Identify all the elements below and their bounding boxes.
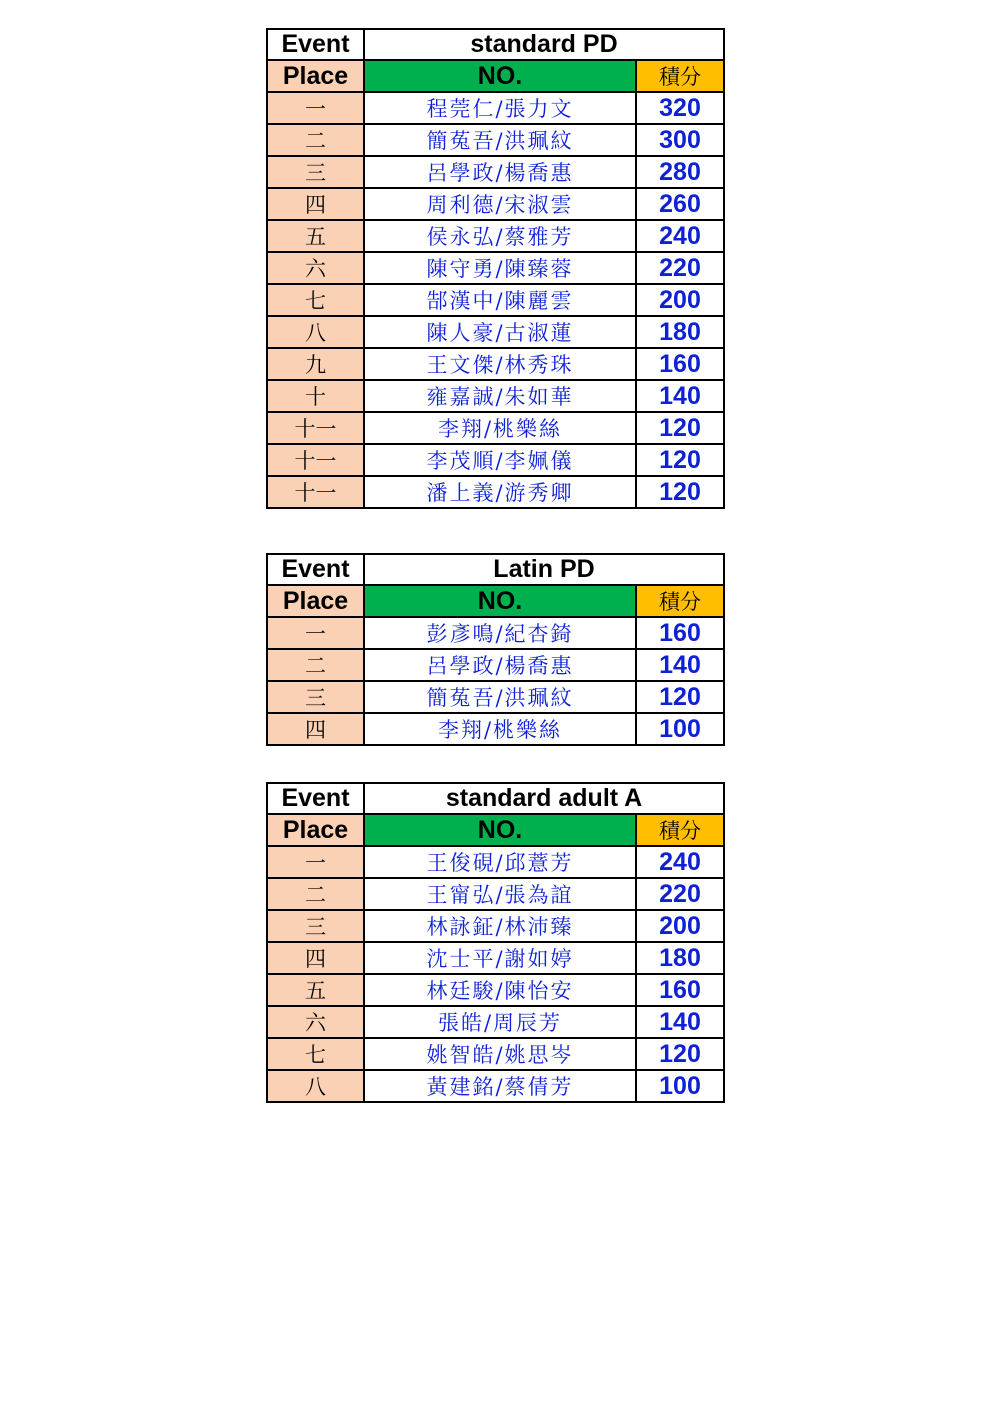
table-row [267, 878, 724, 910]
table-row [267, 380, 724, 412]
place-header: Place [267, 585, 364, 617]
couple-name-cell: 侯永弘/蔡雅芳 [364, 220, 636, 252]
table-row [267, 1006, 724, 1038]
table-row [267, 156, 724, 188]
event-title: standard adult A [364, 783, 724, 814]
points-cell: 120 [636, 412, 724, 444]
table-row [267, 92, 724, 124]
table-row [267, 476, 724, 508]
no-header: NO. [364, 585, 636, 617]
table-row [267, 649, 724, 681]
event-label: Event [267, 783, 364, 814]
place-header: Place [267, 814, 364, 846]
couple-name-cell: 李翔/桃樂絲 [364, 713, 636, 745]
table-row [267, 713, 724, 745]
table-row [267, 846, 724, 878]
place-cell: 四 [267, 713, 364, 745]
place-cell: 四 [267, 942, 364, 974]
couple-name-cell: 陳守勇/陳臻蓉 [364, 252, 636, 284]
couple-name-cell: 簡菟吾/洪珮紋 [364, 124, 636, 156]
couple-name-cell: 林廷駿/陳怡安 [364, 974, 636, 1006]
couple-name-cell: 簡菟吾/洪珮紋 [364, 681, 636, 713]
points-cell: 260 [636, 188, 724, 220]
points-header: 積分 [636, 585, 724, 617]
ranking-table-standard-pd [266, 28, 725, 509]
place-cell: 二 [267, 878, 364, 910]
couple-name-cell: 張皓/周辰芳 [364, 1006, 636, 1038]
points-cell: 160 [636, 348, 724, 380]
column-header-row [267, 585, 724, 617]
table-row [267, 942, 724, 974]
couple-name-cell: 黃建銘/蔡倩芳 [364, 1070, 636, 1102]
points-cell: 100 [636, 713, 724, 745]
event-row [267, 554, 724, 585]
event-row [267, 783, 724, 814]
couple-name-cell: 王文傑/林秀珠 [364, 348, 636, 380]
points-cell: 140 [636, 1006, 724, 1038]
place-cell: 一 [267, 846, 364, 878]
couple-name-cell: 王俊硯/邱薏芳 [364, 846, 636, 878]
table-row [267, 316, 724, 348]
no-header: NO. [364, 814, 636, 846]
points-cell: 240 [636, 846, 724, 878]
points-cell: 160 [636, 617, 724, 649]
points-cell: 160 [636, 974, 724, 1006]
couple-name-cell: 呂學政/楊喬惠 [364, 649, 636, 681]
table-row [267, 348, 724, 380]
table-row [267, 412, 724, 444]
table-row [267, 1038, 724, 1070]
points-cell: 280 [636, 156, 724, 188]
place-cell: 六 [267, 1006, 364, 1038]
points-cell: 180 [636, 942, 724, 974]
table-row [267, 617, 724, 649]
place-cell: 十一 [267, 444, 364, 476]
table-row [267, 124, 724, 156]
table-row [267, 284, 724, 316]
points-cell: 120 [636, 444, 724, 476]
ranking-table-standard-adult-a [266, 782, 725, 1103]
table-row [267, 974, 724, 1006]
event-label: Event [267, 554, 364, 585]
table-row [267, 252, 724, 284]
couple-name-cell: 陳人豪/古淑蓮 [364, 316, 636, 348]
no-header: NO. [364, 60, 636, 92]
place-cell: 一 [267, 617, 364, 649]
couple-name-cell: 沈士平/謝如婷 [364, 942, 636, 974]
couple-name-cell: 周利德/宋淑雲 [364, 188, 636, 220]
place-cell: 十一 [267, 476, 364, 508]
points-cell: 240 [636, 220, 724, 252]
table-row [267, 220, 724, 252]
couple-name-cell: 呂學政/楊喬惠 [364, 156, 636, 188]
place-cell: 四 [267, 188, 364, 220]
points-cell: 300 [636, 124, 724, 156]
points-header: 積分 [636, 814, 724, 846]
place-cell: 十 [267, 380, 364, 412]
points-cell: 320 [636, 92, 724, 124]
points-cell: 140 [636, 380, 724, 412]
event-row [267, 29, 724, 60]
points-header: 積分 [636, 60, 724, 92]
points-cell: 200 [636, 284, 724, 316]
place-cell: 八 [267, 1070, 364, 1102]
event-label: Event [267, 29, 364, 60]
couple-name-cell: 彭彥鳴/紀杏錡 [364, 617, 636, 649]
couple-name-cell: 王甯弘/張為誼 [364, 878, 636, 910]
couple-name-cell: 李翔/桃樂絲 [364, 412, 636, 444]
event-title: Latin PD [364, 554, 724, 585]
points-cell: 120 [636, 476, 724, 508]
points-cell: 140 [636, 649, 724, 681]
couple-name-cell: 郜漢中/陳麗雲 [364, 284, 636, 316]
place-cell: 三 [267, 910, 364, 942]
points-cell: 180 [636, 316, 724, 348]
place-cell: 六 [267, 252, 364, 284]
couple-name-cell: 潘上義/游秀卿 [364, 476, 636, 508]
couple-name-cell: 林詠鉦/林沛臻 [364, 910, 636, 942]
place-cell: 七 [267, 284, 364, 316]
table-row [267, 681, 724, 713]
table-row [267, 188, 724, 220]
place-cell: 一 [267, 92, 364, 124]
points-cell: 200 [636, 910, 724, 942]
points-cell: 220 [636, 878, 724, 910]
points-cell: 220 [636, 252, 724, 284]
place-cell: 二 [267, 649, 364, 681]
place-cell: 八 [267, 316, 364, 348]
couple-name-cell: 程莞仁/張力文 [364, 92, 636, 124]
place-header: Place [267, 60, 364, 92]
table-row [267, 910, 724, 942]
place-cell: 九 [267, 348, 364, 380]
place-cell: 十一 [267, 412, 364, 444]
column-header-row [267, 60, 724, 92]
place-cell: 七 [267, 1038, 364, 1070]
place-cell: 二 [267, 124, 364, 156]
couple-name-cell: 李茂順/李姵儀 [364, 444, 636, 476]
points-cell: 100 [636, 1070, 724, 1102]
points-cell: 120 [636, 681, 724, 713]
place-cell: 五 [267, 974, 364, 1006]
table-row [267, 444, 724, 476]
points-cell: 120 [636, 1038, 724, 1070]
place-cell: 五 [267, 220, 364, 252]
place-cell: 三 [267, 156, 364, 188]
couple-name-cell: 姚智皓/姚思岑 [364, 1038, 636, 1070]
couple-name-cell: 雍嘉誠/朱如華 [364, 380, 636, 412]
table-row [267, 1070, 724, 1102]
ranking-table-latin-pd [266, 553, 725, 746]
place-cell: 三 [267, 681, 364, 713]
event-title: standard PD [364, 29, 724, 60]
column-header-row [267, 814, 724, 846]
